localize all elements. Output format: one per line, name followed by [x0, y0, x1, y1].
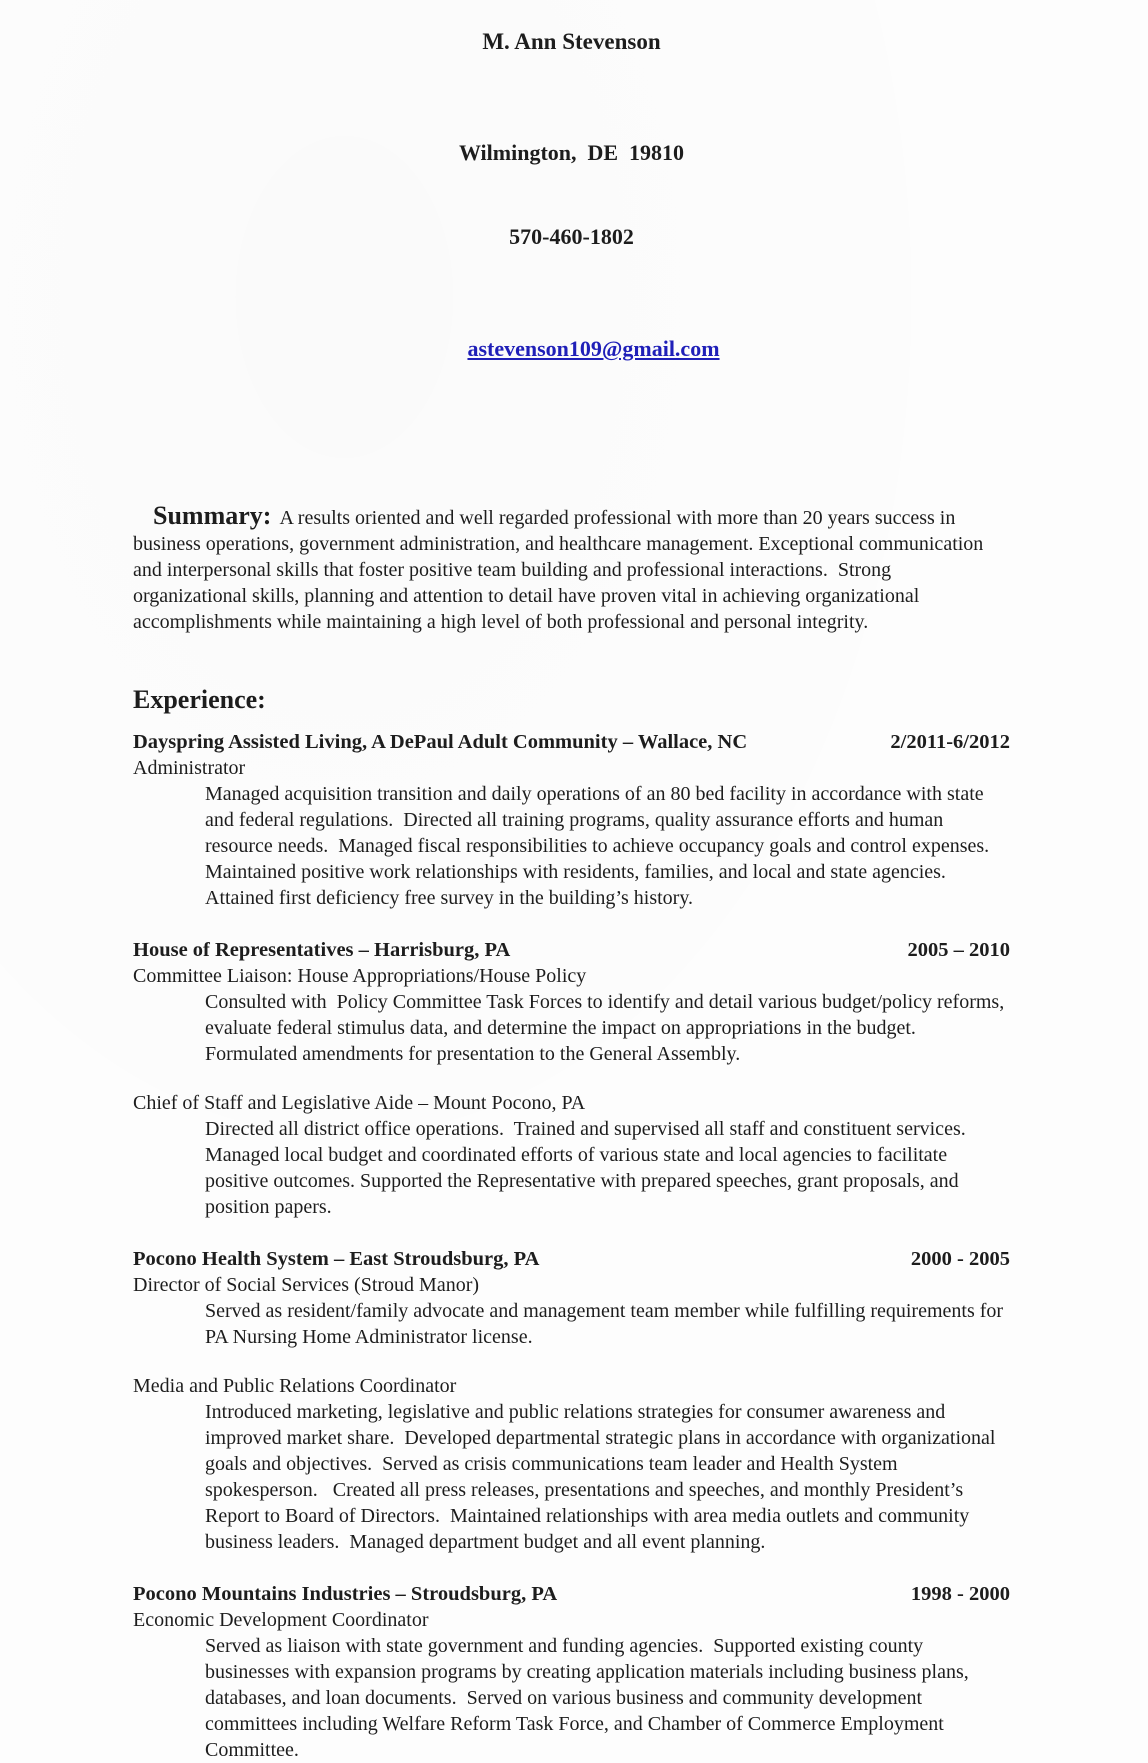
role-description: Consulted with Policy Committee Task Forces to identify and detail various budget/policy reforms, evaluate federal stimulus data, and determine the impact on appropriations in the budget. Formulated amendments for presentation to the General Assembly. [205, 991, 1010, 1065]
candidate-name: M. Ann Stevenson [482, 29, 661, 54]
role-title: Media and Public Relations Coordinator [133, 1375, 457, 1397]
role-description: Introduced marketing, legislative and public relations strategies for consumer awareness and improved market share. Developed departmental strategic plans in accordance with organizational goals and objectives. Served as crisis communications team leader and Health System spokesperson. Created all press releases, presentations and speeches, and monthly President’s Report to Board of Directors. Maintained relationships with area media outlets and community business leaders. Managed department budget and all event planning. [205, 1401, 1001, 1553]
role-description: Served as liaison with state government and funding agencies. Supported existing county businesses with expansion programs by creating application materials including business plans, databases, and loan documents. Served on various business and community development committees including Welfare Reform Task Force, and Chamber of Commerce Employment Committee. [205, 1635, 974, 1761]
job-role [133, 1090, 1010, 1220]
job-role [133, 1272, 1010, 1350]
role-description: Directed all district office operations. Trained and supervised all staff and constituent services. Managed local budget and coordinated efforts of various state and local agencies to facilitate positive outcomes. Supported the Representative with prepared speeches, grant proposals, and position papers. [205, 1118, 971, 1218]
contact-block [133, 83, 1010, 447]
job-role [133, 1373, 1010, 1555]
job-header [133, 1246, 1010, 1272]
job-company: Dayspring Assisted Living, A DePaul Adult Community – Wallace, NC [133, 731, 748, 753]
job-dates: 2000 - 2005 [910, 1248, 1010, 1270]
candidate-email-link[interactable]: astevenson109@gmail.com [467, 336, 720, 361]
job-entry-pocono-health-system [133, 1246, 1010, 1555]
job-entry-dayspring [133, 729, 1010, 911]
role-description: Managed acquisition transition and daily operations of an 80 bed facility in accordance with state and federal regulations. Directed all training programs, quality assurance efforts and human resource needs. Managed fiscal responsibilities to achieve occupancy goals and control expenses. Maintained positive work relationships with residents, families, and local and state agencies. Attained first deficiency free survey in the building’s history. [205, 783, 1000, 909]
role-title: Chief of Staff and Legislative Aide – Mount Pocono, PA [133, 1092, 586, 1114]
job-company: House of Representatives – Harrisburg, PA [133, 939, 511, 961]
job-dates: 2005 – 2010 [907, 939, 1010, 961]
experience-section [133, 685, 1010, 1763]
candidate-location: Wilmington, DE 19810 [458, 140, 685, 165]
candidate-email-row [133, 307, 1010, 391]
job-role [133, 1607, 1010, 1763]
experience-heading: Experience: [133, 685, 266, 714]
job-dates: 2/2011-6/2012 [890, 731, 1010, 753]
job-entry-pocono-mountains-industries [133, 1581, 1010, 1763]
role-title: Committee Liaison: House Appropriations/House Policy [133, 965, 587, 987]
job-dates: 1998 - 2000 [910, 1583, 1010, 1605]
job-company: Pocono Health System – East Stroudsburg, PA [133, 1248, 540, 1270]
job-header [133, 937, 1010, 963]
role-description: Served as resident/family advocate and management team member while fulfilling requirements for PA Nursing Home Administrator license. [205, 1300, 1009, 1348]
job-list [133, 729, 1010, 1763]
role-title: Economic Development Coordinator [133, 1609, 429, 1631]
resume-header [133, 28, 1010, 447]
role-title: Administrator [133, 757, 246, 779]
job-role [133, 755, 1010, 911]
summary-section [133, 477, 1010, 661]
job-role [133, 963, 1010, 1067]
job-header [133, 1581, 1010, 1607]
candidate-phone: 570-460-1802 [509, 224, 634, 249]
summary-heading: Summary: [153, 501, 272, 530]
summary-text: A results oriented and well regarded professional with more than 20 years success in business operations, government administration, and healthcare management. Exceptional communication and interpersonal skills that foster positive team building and professional interactions. Strong organizational skills, planning and attention to detail have proven vital in achieving organizational accomplishments while maintaining a high level of both professional and personal integrity. [133, 507, 989, 633]
job-entry-house-of-representatives [133, 937, 1010, 1220]
role-title: Director of Social Services (Stroud Manor) [133, 1274, 480, 1296]
job-company: Pocono Mountains Industries – Stroudsburg, PA [133, 1583, 558, 1605]
job-header [133, 729, 1010, 755]
